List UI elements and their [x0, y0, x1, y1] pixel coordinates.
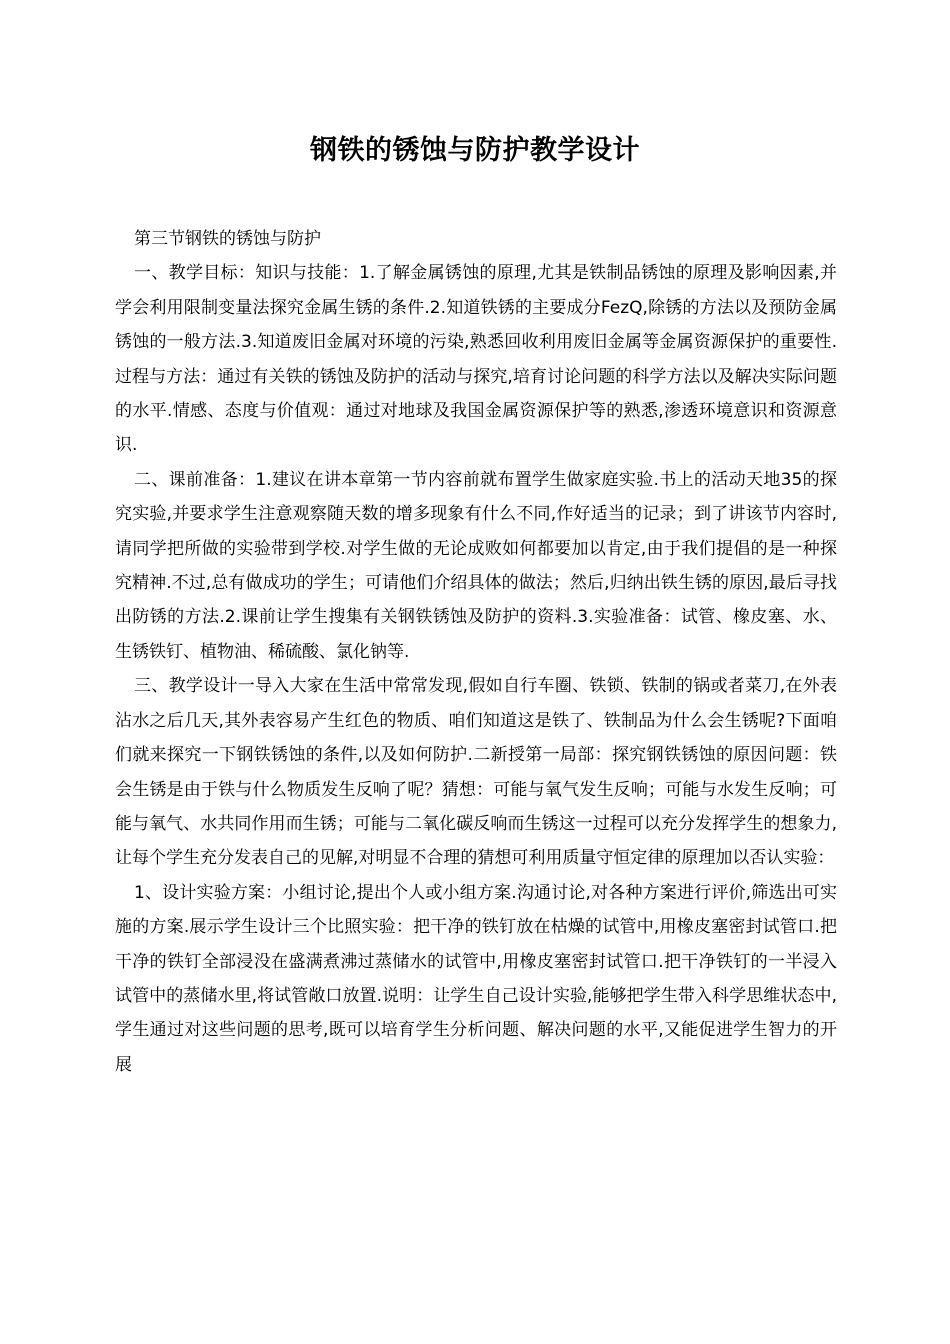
document-body [115, 222, 837, 1082]
paragraph-experiment-plan: 1、设计实验方案：小组讨论,提出个人或小组方案.沟通讨论,对各种方案进行评价,筛选出可实施的方案.展示学生设计三个比照实验：把干净的铁钉放在枯燥的试管中,用橡皮塞密封试管口.把干净的铁钉全部浸没在盛满煮沸过蒸储水的试管中,用橡皮塞密封试管口.把干净铁钉的一半浸入试管中的蒸储水里,将试管敞口放置.说明：让学生自己设计实验,能够把学生带入科学思维状态中,学生通过对这些问题的思考,既可以培育学生分析问题、解决问题的水平,又能促进学生智力的开展 [115, 882, 837, 1075]
paragraph-teaching-objectives: 一、教学目标：知识与技能：1.了解金属锈蚀的原理,尤其是铁制品锈蚀的原理及影响因素,并学会利用限制变量法探究金属生锈的条件.2.知道铁锈的主要成分FezQ,除锈的方法以及预防金属锈蚀的一般方法.3.知道废旧金属对环境的污染,熟悉回收利用废旧金属等金属资源保护的重要性.过程与方法：通过有关铁的锈蚀及防护的活动与探究,培育讨论问题的科学方法以及解决实际问题的水平.情感、态度与价值观：通过对地球及我国金属资源保护等的熟悉,渗透环境意识和资源意识. [115, 263, 837, 456]
paragraph-preparation: 二、课前准备：1.建议在讲本章第一节内容前就布置学生做家庭实验.书上的活动天地35的探究实验,并要求学生注意观察随天数的增多现象有什么不同,作好适当的记录；到了讲该节内容时,请同学把所做的实验带到学校.对学生做的无论成败如何都要加以肯定,由于我们提倡的是一种探究精神.不过,总有做成功的学生；可请他们介绍具体的做法；然后,归纳出铁生锈的原因,最后寻找出防锈的方法.2.课前让学生搜集有关钢铁锈蚀及防护的资料.3.实验准备：试管、橡皮塞、水、生锈铁钉、植物油、稀硫酸、氯化钠等. [115, 469, 837, 662]
section-heading: 第三节钢铁的锈蚀与防护 [134, 229, 321, 249]
paragraph-teaching-design: 三、教学设计一导入大家在生活中常常发现,假如自行车圈、铁锁、铁制的锅或者菜刀,在外表沾水之后几天,其外表容易产生红色的物质、咱们知道这是铁了、铁制品为什么会生锈呢?下面咱们就来探究一下钢铁锈蚀的条件,以及如何防护.二新授第一局部：探究钢铁锈蚀的原因问题：铁会生锈是由于铁与什么物质发生反响了呢？猜想：可能与氧气发生反响；可能与水发生反响；可能与氧气、水共同作用而生锈；可能与二氧化碳反响而生锈这一过程可以充分发挥学生的想象力,让每个学生充分发表自己的见解,对明显不合理的猜想可利用质量守恒定律的原理加以否认实验： [115, 676, 837, 869]
page-title: 钢铁的锈蚀与防护教学设计 [310, 135, 640, 166]
